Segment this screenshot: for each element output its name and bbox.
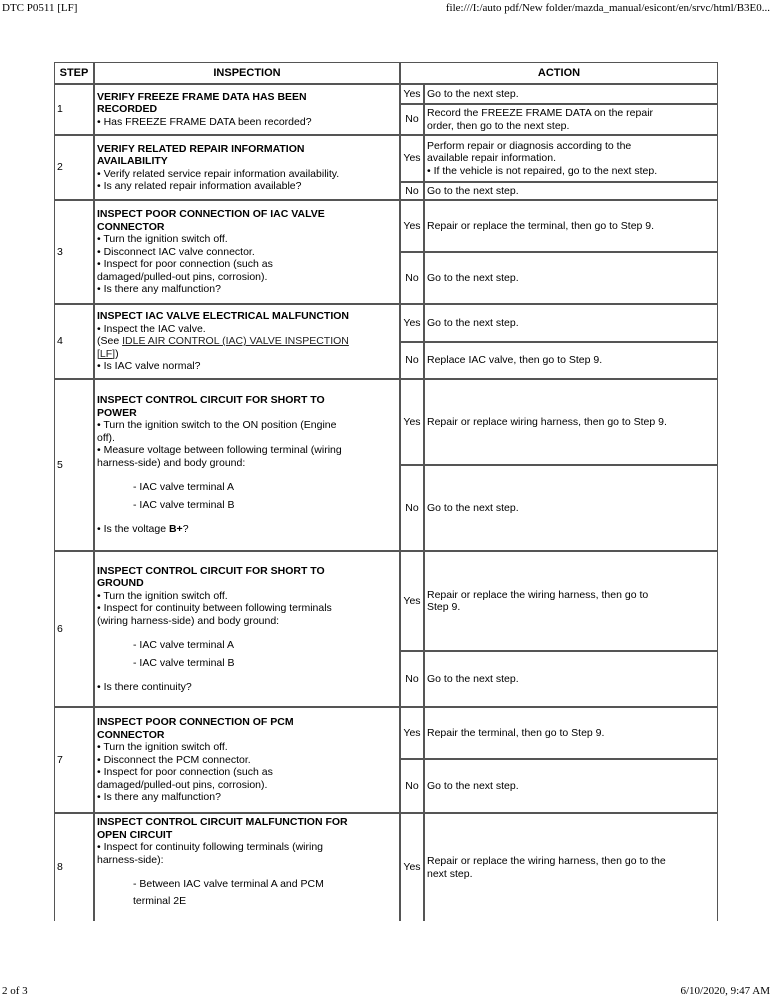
inspection-line: • Verify related service repair information availability. <box>97 167 340 180</box>
page-footer-number: 2 of 3 <box>2 985 28 997</box>
action-line: Go to the next step. <box>427 316 519 329</box>
result-answer: No <box>400 342 424 379</box>
action-cell <box>424 651 718 707</box>
voltage-value: B+ <box>168 523 183 536</box>
inspection-title: RECORDED <box>97 103 158 116</box>
inspection-title: GROUND <box>97 577 144 589</box>
action-cell <box>424 551 718 651</box>
step-number: 1 <box>54 84 94 135</box>
action-cell <box>424 465 718 551</box>
step-number: 6 <box>54 551 94 707</box>
action-line: • If the vehicle is not repaired, go to the next step. <box>427 164 658 177</box>
action-line: Go to the next step. <box>427 87 519 100</box>
inspection-line: • Disconnect IAC valve connector. <box>97 245 255 258</box>
page-header-title: DTC P0511 [LF] <box>2 2 78 14</box>
result-answer: No <box>400 759 424 813</box>
inspection-line: off). <box>97 431 115 444</box>
terminal-item: - IAC valve terminal B <box>133 656 235 669</box>
inspection-cell <box>94 813 400 921</box>
action-line: Go to the next step. <box>427 271 519 284</box>
step-number: 8 <box>54 813 94 921</box>
action-cell <box>424 813 718 921</box>
action-line: Repair or replace the wiring harness, then go to <box>427 588 649 601</box>
table-row <box>54 551 718 651</box>
terminal-item: - IAC valve terminal A <box>133 639 234 651</box>
inspection-line: harness-side) and body ground: <box>97 456 246 469</box>
action-line: order, then go to the next step. <box>427 119 570 132</box>
inspection-cell <box>94 551 400 707</box>
action-line: Repair or replace the terminal, then go to Step 9. <box>427 219 655 232</box>
action-cell <box>424 135 718 182</box>
result-answer: Yes <box>400 379 424 465</box>
terminal-item: - IAC valve terminal B <box>133 498 235 511</box>
action-cell <box>424 182 718 200</box>
inspection-table <box>54 62 718 921</box>
inspection-line: (wiring harness-side) and body ground: <box>97 614 280 627</box>
inspection-cell <box>94 707 400 813</box>
action-cell <box>424 104 718 135</box>
inspection-title: INSPECT CONTROL CIRCUIT MALFUNCTION FOR <box>97 816 348 828</box>
table-row <box>54 304 718 342</box>
table-row <box>54 200 718 252</box>
inspection-line: damaged/pulled-out pins, corrosion). <box>97 270 268 283</box>
inspection-line: • Is there any malfunction? <box>97 283 221 296</box>
action-cell <box>424 84 718 104</box>
action-cell <box>424 759 718 813</box>
result-answer: No <box>400 182 424 200</box>
inspection-title: INSPECT POOR CONNECTION OF IAC VALVE <box>97 208 325 221</box>
step-number: 3 <box>54 200 94 304</box>
action-line: next step. <box>427 867 473 880</box>
action-line: Go to the next step. <box>427 501 519 514</box>
result-answer: No <box>400 465 424 551</box>
lf-link[interactable]: [LF] <box>97 347 116 360</box>
result-answer: Yes <box>400 135 424 182</box>
action-line: Record the FREEZE FRAME DATA on the repair <box>427 107 654 119</box>
result-answer: Yes <box>400 707 424 759</box>
action-line: Replace IAC valve, then go to Step 9. <box>427 354 603 367</box>
inspection-title: VERIFY FREEZE FRAME DATA HAS BEEN <box>97 90 307 103</box>
step-number: 4 <box>54 304 94 379</box>
inspection-cell <box>94 304 400 379</box>
inspection-line: • Disconnect the PCM connector. <box>97 753 251 766</box>
header-inspection: INSPECTION <box>94 62 400 84</box>
inspection-line: • Inspect for poor connection (such as <box>97 258 273 271</box>
action-line: Step 9. <box>427 601 461 613</box>
inspection-line: damaged/pulled-out pins, corrosion). <box>97 778 268 791</box>
question-suffix: ? <box>182 523 189 536</box>
inspection-line: • Turn the ignition switch to the ON position (Engine <box>97 419 337 432</box>
header-step: STEP <box>54 62 94 84</box>
inspection-title: OPEN CIRCUIT <box>97 828 173 841</box>
inspection-title: INSPECT POOR CONNECTION OF PCM <box>97 716 294 729</box>
action-cell <box>424 304 718 342</box>
inspection-cell <box>94 135 400 200</box>
action-line: Repair or replace the wiring harness, then go to the <box>427 855 666 867</box>
inspection-title: POWER <box>97 406 137 419</box>
header-action: ACTION <box>400 62 718 84</box>
table-row <box>54 135 718 182</box>
inspection-question <box>97 523 397 536</box>
inspection-title: INSPECT IAC VALVE ELECTRICAL MALFUNCTION <box>97 310 349 323</box>
inspection-line: • Inspect for poor connection (such as <box>97 766 273 779</box>
inspection-line: • Is any related repair information available? <box>97 180 302 192</box>
see-reference <box>97 335 397 348</box>
page-footer-timestamp: 6/10/2020, 9:47 AM <box>680 985 770 997</box>
inspection-cell <box>94 379 400 551</box>
inspection-cell <box>94 200 400 304</box>
inspection-question: • Is there continuity? <box>97 681 192 693</box>
inspection-line: • Measure voltage between following terminal (wiring <box>97 444 342 457</box>
table-header-row <box>54 62 718 84</box>
action-line: Repair the terminal, then go to Step 9. <box>427 726 605 739</box>
inspection-title: AVAILABILITY <box>97 155 168 167</box>
iac-valve-inspection-link[interactable]: IDLE AIR CONTROL (IAC) VALVE INSPECTION <box>122 335 349 348</box>
action-cell <box>424 252 718 304</box>
action-line: Go to the next step. <box>427 672 519 685</box>
table-row <box>54 84 718 104</box>
see-prefix: (See <box>97 335 123 348</box>
inspection-title: INSPECT CONTROL CIRCUIT FOR SHORT TO <box>97 564 325 577</box>
table-row <box>54 813 718 921</box>
result-answer: Yes <box>400 813 424 921</box>
step-number: 7 <box>54 707 94 813</box>
step-number: 2 <box>54 135 94 200</box>
table-row <box>54 379 718 465</box>
inspection-line: • Inspect for continuity between following terminals <box>97 602 332 614</box>
inspection-title: CONNECTOR <box>97 728 165 741</box>
action-line: Go to the next step. <box>427 184 519 197</box>
result-answer: No <box>400 252 424 304</box>
inspection-line: • Inspect the IAC valve. <box>97 322 206 335</box>
inspection-line: • Inspect for continuity following terminals (wiring <box>97 841 324 853</box>
question-text: • Is the voltage <box>97 523 169 536</box>
action-line: Repair or replace wiring harness, then go to Step 9. <box>427 415 667 428</box>
result-answer: Yes <box>400 551 424 651</box>
inspection-line: • Turn the ignition switch off. <box>97 233 228 246</box>
result-answer: No <box>400 104 424 135</box>
inspection-title: VERIFY RELATED REPAIR INFORMATION <box>97 142 305 155</box>
action-cell <box>424 707 718 759</box>
result-answer: Yes <box>400 84 424 104</box>
action-cell <box>424 342 718 379</box>
terminal-item: terminal 2E <box>133 894 187 907</box>
inspection-line: • Is there any malfunction? <box>97 791 221 804</box>
inspection-line: • Turn the ignition switch off. <box>97 741 228 754</box>
result-answer: No <box>400 651 424 707</box>
inspection-cell <box>94 84 400 135</box>
action-cell <box>424 379 718 465</box>
inspection-line: harness-side): <box>97 853 164 866</box>
step-number: 5 <box>54 379 94 551</box>
inspection-line: • Turn the ignition switch off. <box>97 589 228 602</box>
result-answer: Yes <box>400 200 424 252</box>
see-suffix: ) <box>115 347 119 360</box>
terminal-item: - IAC valve terminal A <box>133 481 234 494</box>
action-line: Perform repair or diagnosis according to the <box>427 139 632 152</box>
terminal-item: - Between IAC valve terminal A and PCM <box>133 878 324 890</box>
see-reference-cont <box>97 348 397 361</box>
table-row <box>54 707 718 759</box>
action-cell <box>424 200 718 252</box>
page-header-url: file:///I:/auto pdf/New folder/mazda_manual/esicont/en/srvc/html/B3E0... <box>445 2 770 14</box>
action-line: Go to the next step. <box>427 779 519 792</box>
inspection-title: CONNECTOR <box>97 220 165 233</box>
action-line: available repair information. <box>427 152 556 165</box>
result-answer: Yes <box>400 304 424 342</box>
inspection-line: • Is IAC valve normal? <box>97 360 201 373</box>
inspection-title: INSPECT CONTROL CIRCUIT FOR SHORT TO <box>97 394 325 407</box>
inspection-line: • Has FREEZE FRAME DATA been recorded? <box>97 115 312 128</box>
